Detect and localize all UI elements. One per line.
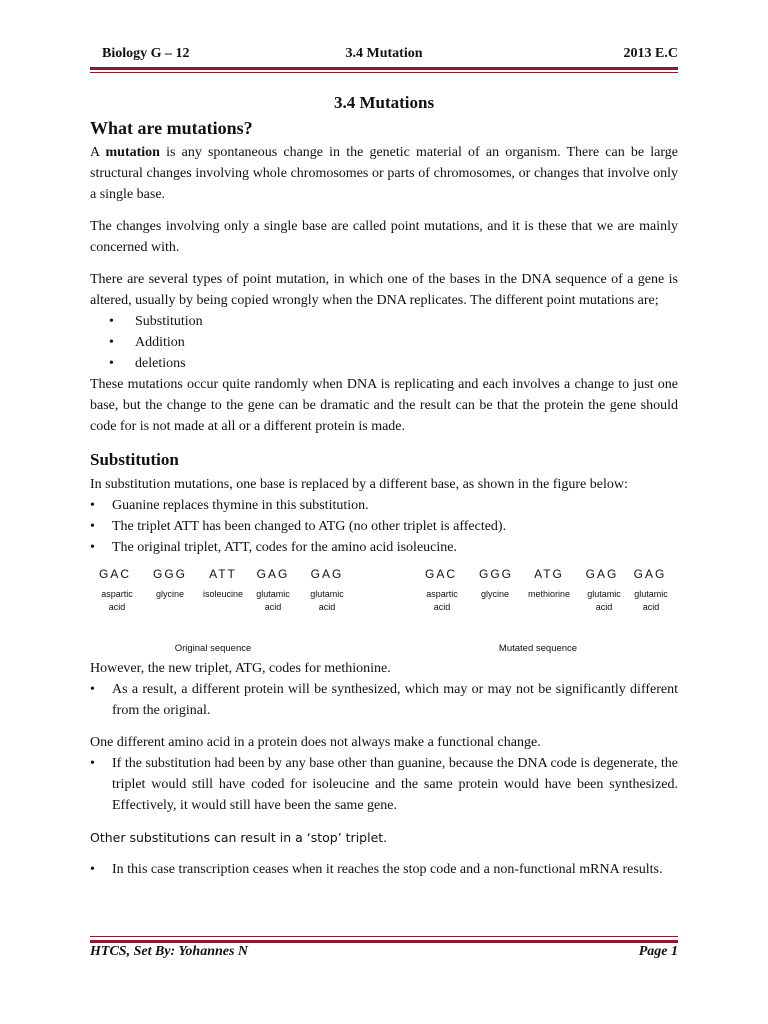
footer-author: HTCS, Set By: Yohannes N xyxy=(90,944,249,959)
functional-change-paragraph: One different amino acid in a protein does not always make a functional change. xyxy=(90,735,541,750)
mutation-term: mutation xyxy=(105,145,160,160)
footer-rule-thick xyxy=(90,940,678,943)
list-item: • Guanine replaces thymine in this substitution. xyxy=(90,495,678,516)
mutation-types-list xyxy=(90,311,678,374)
original-codon: ATT xyxy=(209,567,237,581)
original-codon: GAG xyxy=(256,567,290,581)
list-item: • deletions xyxy=(90,353,678,374)
header-subject: Biology G – 12 xyxy=(102,46,190,61)
original-amino-acid: isoleucine xyxy=(202,589,244,599)
mutated-amino-acid: glutamic acid xyxy=(634,589,668,612)
page-body xyxy=(90,92,678,880)
codon-figure xyxy=(90,560,678,654)
mutated-codon: GAG xyxy=(585,567,619,581)
page-title: 3.4 Mutations xyxy=(333,93,435,112)
stop-code-bullets xyxy=(90,859,678,880)
substitution-intro: In substitution mutations, one base is replaced by a different base, as shown in the figure below: xyxy=(90,477,628,492)
original-codon: GAC xyxy=(98,567,131,581)
random-mutation-paragraph: These mutations occur quite randomly when DNA is replicating and each involves a change to just one base, but the change to the gene can be dramatic and the result can be that the protein the gene should code for is not made at all or a different protein is made. xyxy=(90,377,678,434)
list-item: • Addition xyxy=(90,332,678,353)
original-amino-acid: glutamic acid xyxy=(256,589,290,612)
types-paragraph: There are several types of point mutation, in which one of the bases in the DNA sequence of a gene is altered, usually by being copied wrongly when the DNA replicates. The different point mutations are; xyxy=(90,272,678,308)
list-item: • As a result, a different protein will be synthesized, which may or may not be significantly different from the original. xyxy=(90,679,678,721)
header-year: 2013 E.C xyxy=(623,46,678,61)
list-item: • In this case transcription ceases when it reaches the stop code and a non-functional mRNA results. xyxy=(90,859,678,880)
mutated-codon: ATG xyxy=(534,567,564,581)
header-rule-thin xyxy=(90,72,678,73)
original-amino-acid: glycine xyxy=(155,589,184,599)
mutated-codon: GAG xyxy=(633,567,667,581)
methionine-paragraph: However, the new triplet, ATG, codes for methionine. xyxy=(90,661,391,676)
list-item: • Substitution xyxy=(90,311,678,332)
mutated-sequence-caption: Mutated sequence xyxy=(498,643,578,654)
section-heading-substitution: Substitution xyxy=(90,450,179,469)
list-item: • The original triplet, ATT, codes for the amino acid isoleucine. xyxy=(90,537,678,558)
mutated-codon: GAC xyxy=(424,567,457,581)
original-amino-acid: aspartic acid xyxy=(101,589,133,612)
footer-rule-thin xyxy=(90,936,678,937)
intro-paragraph xyxy=(90,142,678,205)
mutated-codon: GGG xyxy=(478,567,513,581)
list-item: • The triplet ATT has been changed to ATG (no other triplet is affected). xyxy=(90,516,678,537)
original-sequence-caption: Original sequence xyxy=(174,643,252,654)
mutated-amino-acid: glutamic acid xyxy=(587,589,621,612)
mutated-amino-acid: aspartic acid xyxy=(426,589,458,612)
methionine-bullets xyxy=(90,679,678,721)
intro-text-post: is any spontaneous change in the genetic material of an organism. There can be large structural changes involving whole chromosomes or parts of chromosomes, or changes that involve only a single base. xyxy=(90,145,678,202)
mutated-amino-acid: methiorine xyxy=(527,589,571,599)
header-section: 3.4 Mutation xyxy=(345,46,423,61)
original-codon: GGG xyxy=(152,567,187,581)
intro-text-pre: A xyxy=(90,145,106,160)
list-item: • If the substitution had been by any base other than guanine, because the DNA code is degenerate, the triplet would still have coded for isoleucine and the same protein would have been synthesized. Effectively, it would still have been the same gene. xyxy=(90,753,678,816)
original-codon: GAG xyxy=(310,567,344,581)
original-amino-acid: glutamic acid xyxy=(310,589,344,612)
mutated-amino-acid: glycine xyxy=(480,589,509,599)
point-mutation-paragraph: The changes involving only a single base are called point mutations, and it is these that we are mainly concerned with. xyxy=(90,219,678,255)
stop-triplet-paragraph: Other substitutions can result in a ‘stop’ triplet. xyxy=(90,830,388,845)
section-heading-mutations: What are mutations? xyxy=(90,118,253,138)
degenerate-code-bullets xyxy=(90,753,678,816)
page-header xyxy=(90,46,678,66)
substitution-bullets xyxy=(90,495,678,558)
header-rule-thick xyxy=(90,67,678,70)
page-number: Page 1 xyxy=(638,944,678,959)
